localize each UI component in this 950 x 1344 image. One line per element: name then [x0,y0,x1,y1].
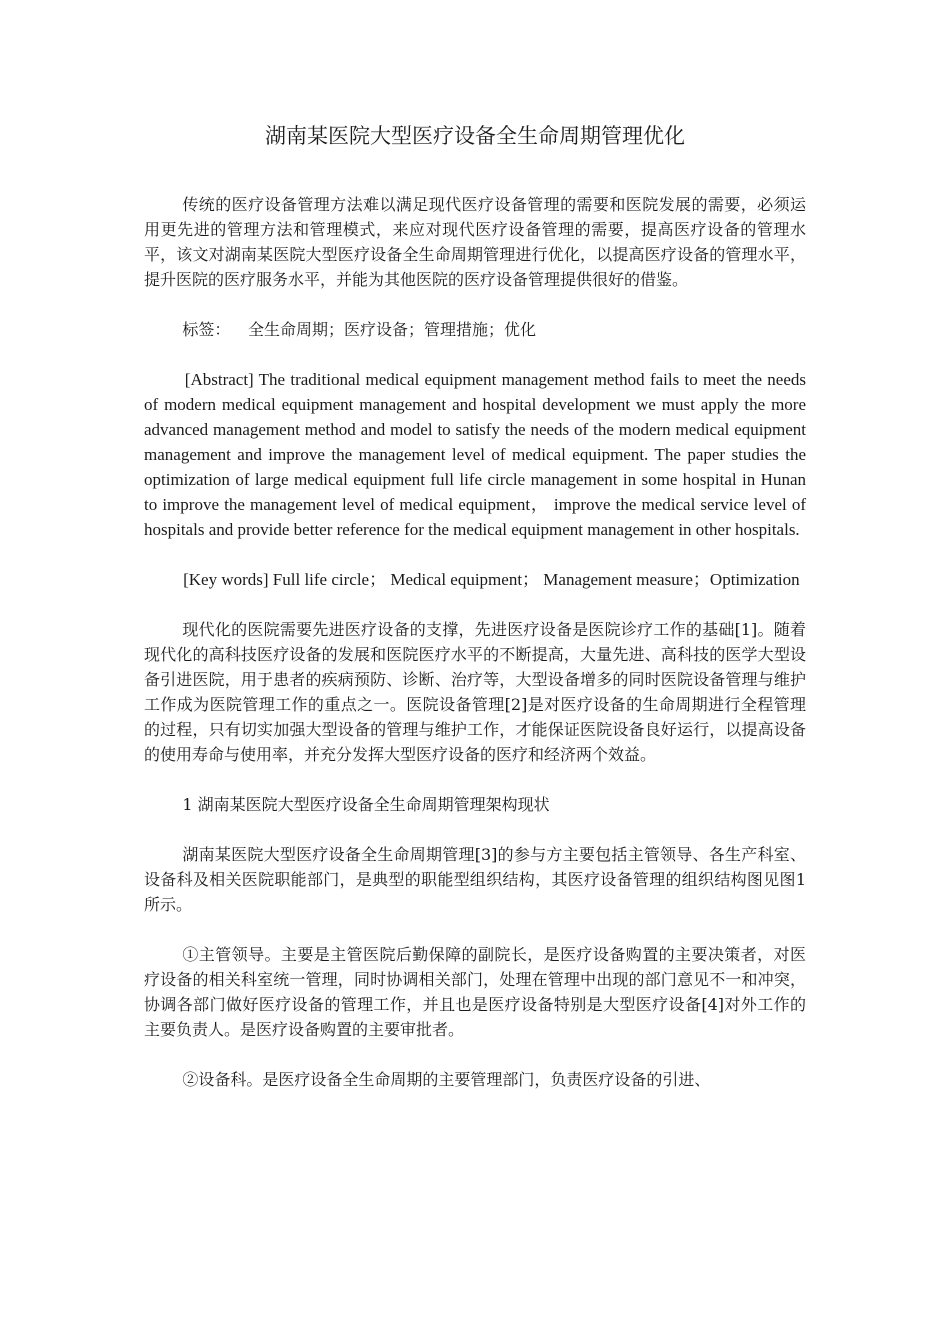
paper-title: 湖南某医院大型医疗设备全生命周期管理优化 [265,124,685,148]
abstract-chinese: 传统的医疗设备管理方法难以满足现代医疗设备管理的需要和医院发展的需要，必须运用更先进的管理方法和管理模式，来应对现代医疗设备管理的需要，提高医疗设备的管理水平，该文对湖南某医院大型医疗设备全生命周期管理进行优化，以提高医疗设备的管理水平，提升医院的医疗服务水平，并能为其他医院的医疗设备管理提供很好的借鉴。 [144,195,806,289]
tags-value: 全生命周期；医疗设备；管理措施；优化 [248,320,537,339]
section-1-paragraph-3: ②设备科。是医疗设备全生命周期的主要管理部门，负责医疗设备的引进、 [182,1070,711,1089]
section-1-paragraph-1: 湖南某医院大型医疗设备全生命周期管理[3]的参与方主要包括主管领导、各生产科室、设备科及相关医院职能部门，是典型的职能型组织结构，其医疗设备管理的组织结构图见图1 所示。 [144,845,806,914]
keywords-english: [Key words] Full life circle； Medical equipment； Management measure；Optimization [183,570,800,589]
tags-line [144,317,806,342]
document-page [144,118,806,1117]
introduction-paragraph: 现代化的医院需要先进医疗设备的支撑，先进医疗设备是医院诊疗工作的基础[1]。随着现代化的高科技医疗设备的发展和医院医疗水平的不断提高，大量先进、高科技的医学大型设备引进医院，用于患者的疾病预防、诊断、治疗等，大型设备增多的同时医院设备管理与维护工作成为医院管理工作的重点之一。医院设备管理[2]是对医疗设备的生命周期进行全程管理的过程，只有切实加强大型设备的管理与维护工作，才能保证医院设备良好运行，以提高设备的使用寿命与使用率，并充分发挥大型医疗设备的医疗和经济两个效益。 [144,620,806,764]
tags-label: 标签： [182,320,231,339]
section-1-paragraph-2: ①主管领导。主要是主管医院后勤保障的副院长，是医疗设备购置的主要决策者，对医疗设备的相关科室统一管理，同时协调相关部门，处理在管理中出现的部门意见不一和冲突，协调各部门做好医疗设备的管理工作，并且也是医疗设备特别是大型医疗设备[4]对外工作的主要负责人。是医疗设备购置的主要审批者。 [144,945,806,1039]
section-1-heading: 1 湖南某医院大型医疗设备全生命周期管理架构现状 [182,795,550,814]
abstract-english: [Abstract] The traditional medical equipment management method fails to meet the needs of modern medical equipment management and hospital development we must apply the more advanced management method and model to satisfy the needs of the modern medical equipment management and improve the management level of medical equipment. The paper studies the optimization of large medical equipment full life circle management in some hospital in Hunan to improve the management level of medical equipment， improve the medical service level of hospitals and provide better reference for the medical equipment management in other hospitals. [144,370,806,539]
